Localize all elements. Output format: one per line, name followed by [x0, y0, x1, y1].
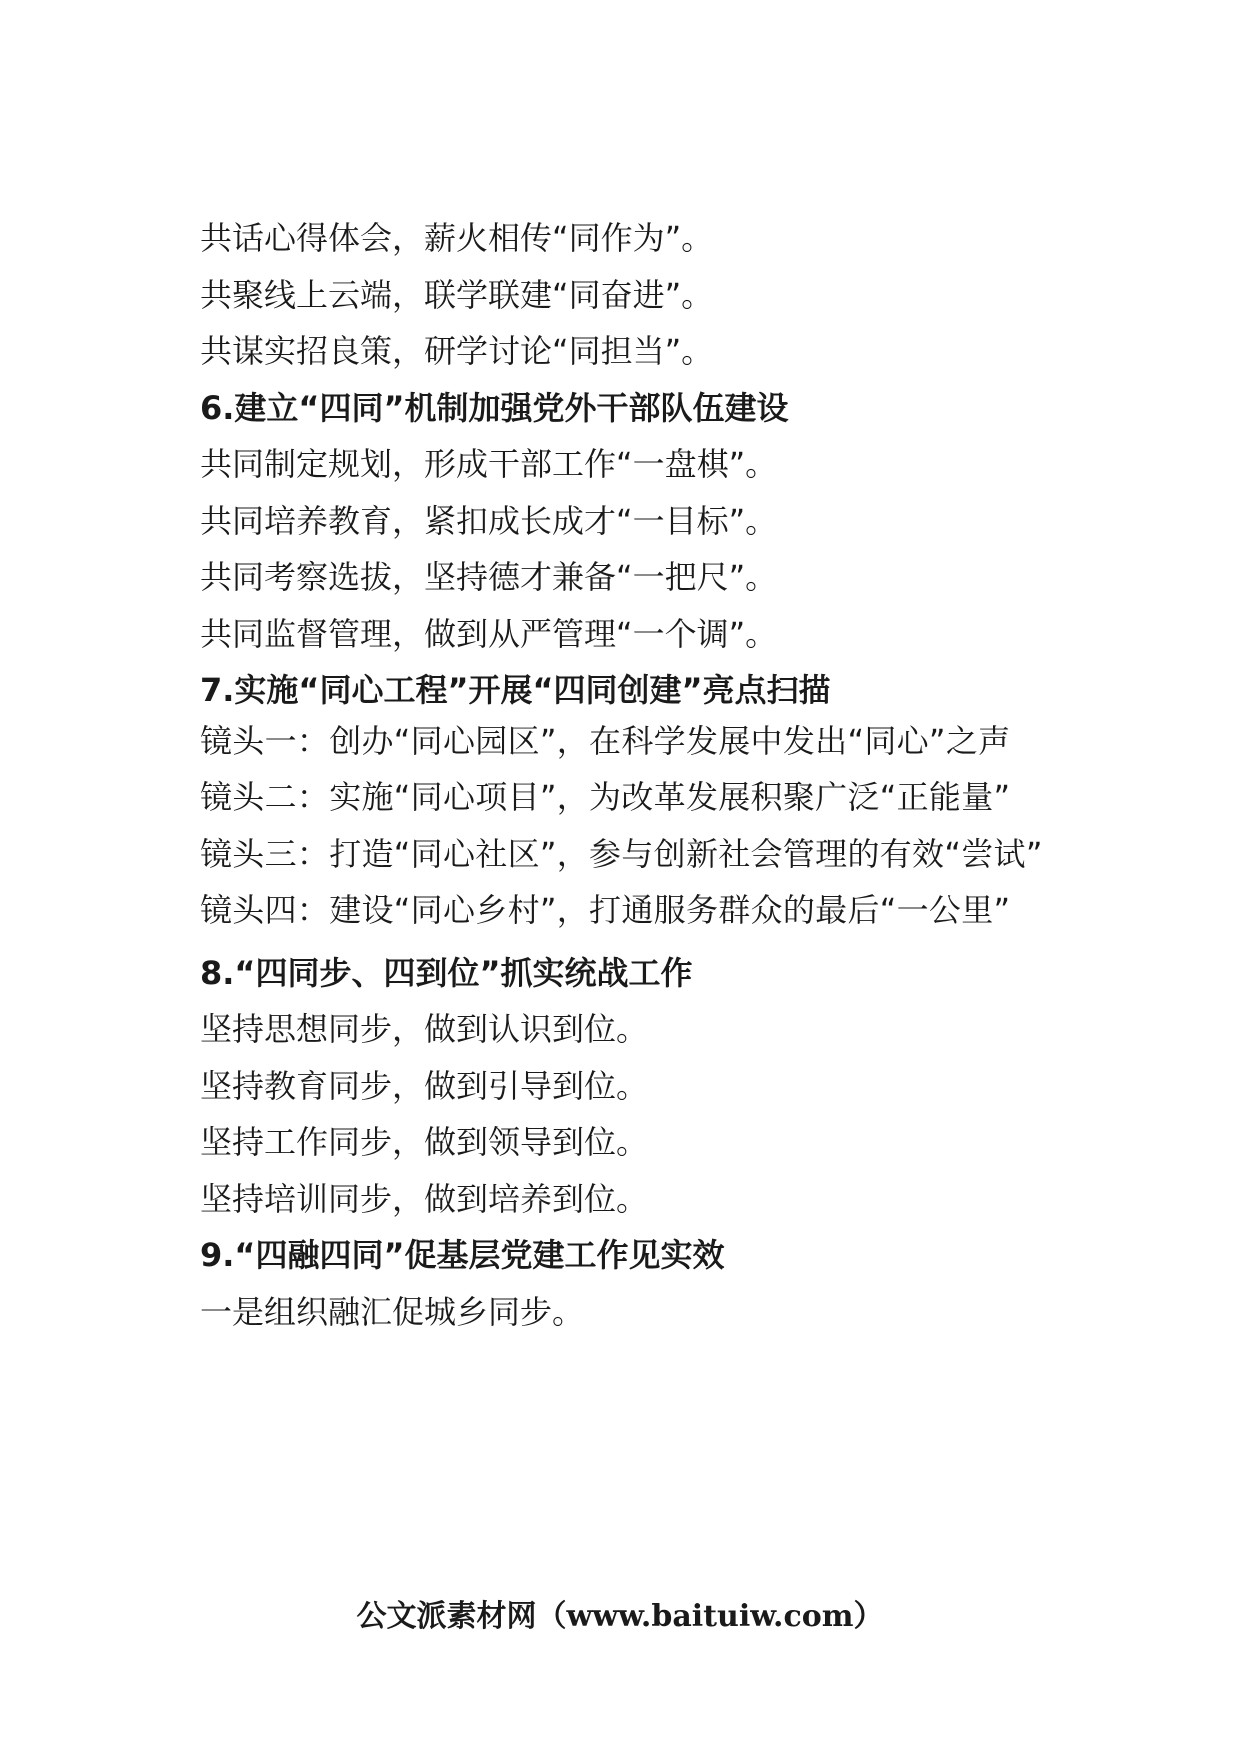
list-item: 共话心得体会，薪火相传“同作为”。	[200, 219, 714, 257]
list-item: 坚持工作同步，做到领导到位。	[200, 1123, 649, 1161]
list-item: 共同制定规划，形成干部工作“一盘棋”。	[200, 445, 778, 483]
list-item: 共聚线上云端，联学联建“同奋进”。	[200, 275, 714, 314]
list-item: 坚持思想同步，做到认识到位。	[200, 1010, 649, 1048]
list-item: 共谋实招良策，研学讨论“同担当”。	[200, 332, 714, 370]
shot-paragraph: 镜头二：实施“同心项目”，为改革发展积聚广泛“正能量”	[200, 778, 1011, 816]
list-item: 共同监督管理，做到从严管理“一个调”。	[200, 614, 778, 653]
section-heading-9: 9.“四融四同”促基层党建工作见实效	[200, 1236, 725, 1274]
footer-watermark-text: 公文派素材网（www.baituiw.com）	[356, 1599, 884, 1634]
section-heading-7: 7.实施“同心工程”开展“四同创建”亮点扫描	[200, 671, 831, 709]
list-item: 坚持培训同步，做到培养到位。	[200, 1179, 649, 1218]
list-item: 一是组织融汇促城乡同步。	[200, 1292, 585, 1331]
shot-paragraph: 镜头四：建设“同心乡村”，打通服务群众的最后“一公里”	[200, 891, 1011, 929]
section-heading-6: 6.建立“四同”机制加强党外干部队伍建设	[200, 388, 789, 427]
document-body	[155, 210, 1090, 1340]
shot-paragraph: 镜头三：打造“同心社区”，参与创新社会管理的有效“尝试”	[200, 834, 1043, 873]
list-item: 共同考察选拔，坚持德才兼备“一把尺”。	[200, 558, 778, 596]
section-heading-8: 8.“四同步、四到位”抓实统战工作	[200, 953, 693, 992]
list-item: 共同培养教育，紧扣成长成才“一目标”。	[200, 501, 778, 540]
list-item: 坚持教育同步，做到引导到位。	[200, 1066, 649, 1105]
shot-paragraph: 镜头一：创办“同心园区”，在科学发展中发出“同心”之声	[200, 721, 1011, 760]
